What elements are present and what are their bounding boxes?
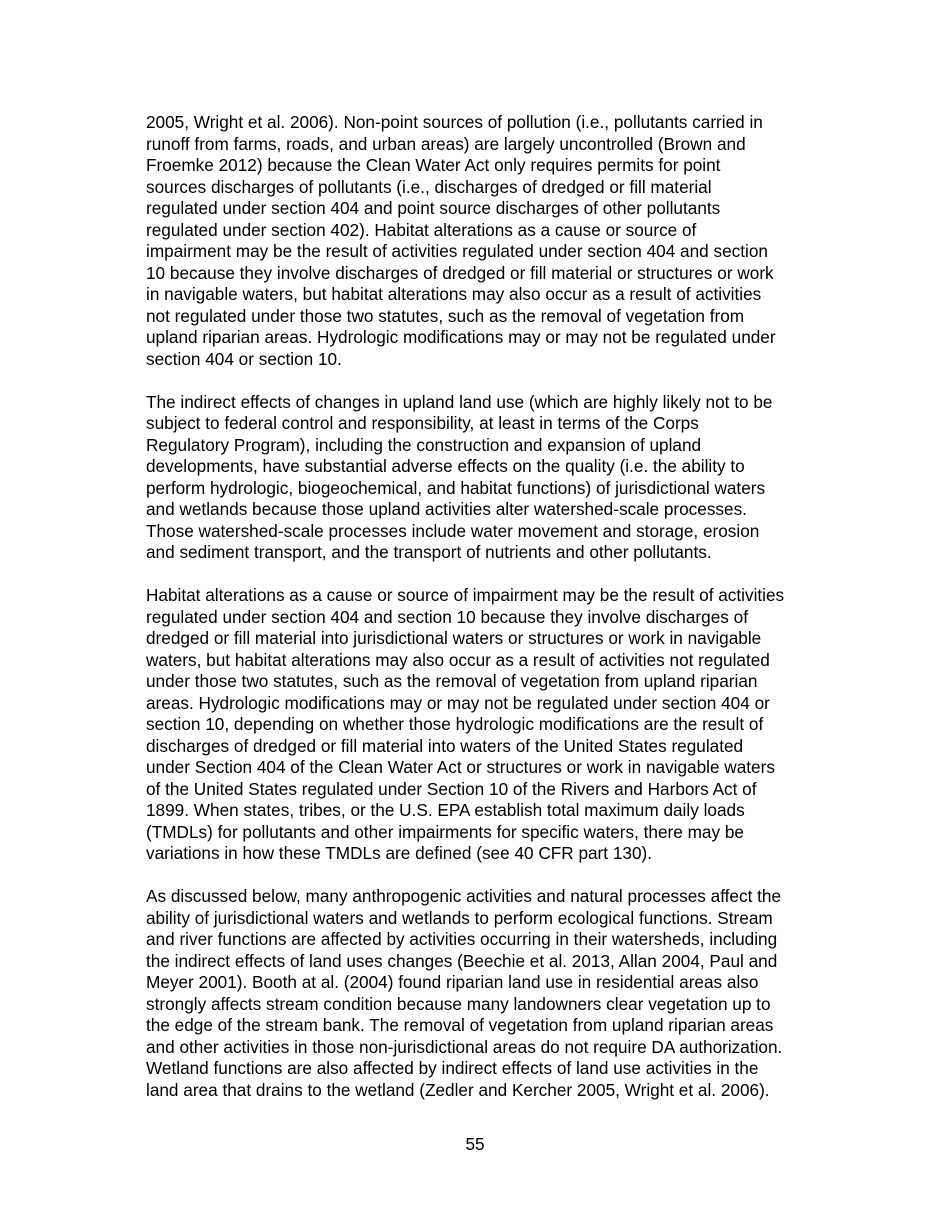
- text-line: variations in how these TMDLs are defined (see 40 CFR part 130).: [146, 843, 653, 863]
- text-line: Those watershed-scale processes include water movement and storage, erosion: [146, 520, 760, 541]
- text-line: sources discharges of pollutants (i.e., discharges of dredged or fill material: [146, 176, 712, 197]
- text-line: regulated under section 404 and section 10 because they involve discharges of: [146, 606, 748, 627]
- paragraph-4: [146, 886, 846, 1101]
- text-line: subject to federal control and responsibility, at least in terms of the Corps: [146, 413, 699, 433]
- text-line: Froemke 2012) because the Clean Water Act only requires permits for point: [146, 155, 721, 175]
- text-line: section 10, depending on whether those hydrologic modifications are the result of: [146, 714, 764, 734]
- text-line: developments, have substantial adverse effects on the quality (i.e. the ability to: [146, 456, 745, 476]
- text-line: 2005, Wright et al. 2006). Non-point sources of pollution (i.e., pollutants carried in: [146, 112, 763, 132]
- text-line: the edge of the stream bank. The removal of vegetation from upland riparian areas: [146, 1015, 774, 1035]
- text-line: strongly affects stream condition because many landowners clear vegetation up to: [146, 993, 771, 1014]
- text-line: Regulatory Program), including the construction and expansion of upland: [146, 434, 702, 455]
- text-line: discharges of dredged or fill material into waters of the United States regulated: [146, 735, 744, 756]
- text-line: land area that drains to the wetland (Zedler and Kercher 2005, Wright et al. 2006).: [146, 1079, 770, 1100]
- text-line: areas. Hydrologic modifications may or may not be regulated under section 404 or: [146, 692, 770, 713]
- text-line: under those two statutes, such as the removal of vegetation from upland riparian: [146, 671, 758, 691]
- text-line: 10 because they involve discharges of dredged or fill material or structures or work: [146, 262, 774, 283]
- text-line: waters, but habitat alterations may also occur as a result of activities not regulated: [146, 649, 770, 670]
- paragraph-1: [146, 112, 846, 370]
- text-line: ability of jurisdictional waters and wetlands to perform ecological functions. Stream: [146, 907, 773, 928]
- text-line: and other activities in those non-jurisdictional areas do not require DA authorization.: [146, 1036, 783, 1057]
- text-line: regulated under section 402). Habitat alterations as a cause or source of: [146, 219, 697, 240]
- text-line: As discussed below, many anthropogenic activities and natural processes affect the: [146, 886, 782, 906]
- text-line: (TMDLs) for pollutants and other impairments for specific waters, there may be: [146, 821, 744, 842]
- text-line: The indirect effects of changes in upland land use (which are highly likely not to be: [146, 391, 773, 412]
- text-line: under Section 404 of the Clean Water Act or structures or work in navigable waters: [146, 757, 775, 777]
- text-line: 1899. When states, tribes, or the U.S. EPA establish total maximum daily loads: [146, 800, 745, 820]
- page-number: 55: [465, 1134, 485, 1154]
- body-text: [146, 112, 846, 1123]
- text-line: and sediment transport, and the transport of nutrients and other pollutants.: [146, 542, 712, 562]
- text-line: Wetland functions are also affected by indirect effects of land use activities in the: [146, 1058, 759, 1078]
- text-line: in navigable waters, but habitat alterations may also occur as a result of activities: [146, 284, 762, 304]
- text-line: impairment may be the result of activities regulated under section 404 and section: [146, 241, 768, 261]
- text-line: regulated under section 404 and point source discharges of other pollutants: [146, 198, 721, 218]
- text-line: dredged or fill material into jurisdictional waters or structures or work in navigable: [146, 628, 762, 648]
- text-line: upland riparian areas. Hydrologic modifications may or may not be regulated under: [146, 327, 776, 347]
- text-line: and river functions are affected by activities occurring in their watersheds, including: [146, 929, 778, 949]
- text-line: section 404 or section 10.: [146, 348, 342, 369]
- text-line: Meyer 2001). Booth at al. (2004) found riparian land use in residential areas also: [146, 972, 759, 992]
- text-line: of the United States regulated under Section 10 of the Rivers and Harbors Act of: [146, 778, 757, 799]
- text-line: perform hydrologic, biogeochemical, and habitat functions) of jurisdictional waters: [146, 477, 766, 498]
- text-line: runoff from farms, roads, and urban areas) are largely uncontrolled (Brown and: [146, 133, 746, 154]
- text-line: the indirect effects of land uses changes (Beechie et al. 2013, Allan 2004, Paul and: [146, 950, 778, 971]
- text-line: not regulated under those two statutes, such as the removal of vegetation from: [146, 305, 745, 326]
- text-line: and wetlands because those upland activities alter watershed-scale processes.: [146, 499, 747, 519]
- paragraph-3: [146, 585, 846, 865]
- text-line: Habitat alterations as a cause or source of impairment may be the result of activities: [146, 585, 785, 605]
- paragraph-2: [146, 392, 846, 564]
